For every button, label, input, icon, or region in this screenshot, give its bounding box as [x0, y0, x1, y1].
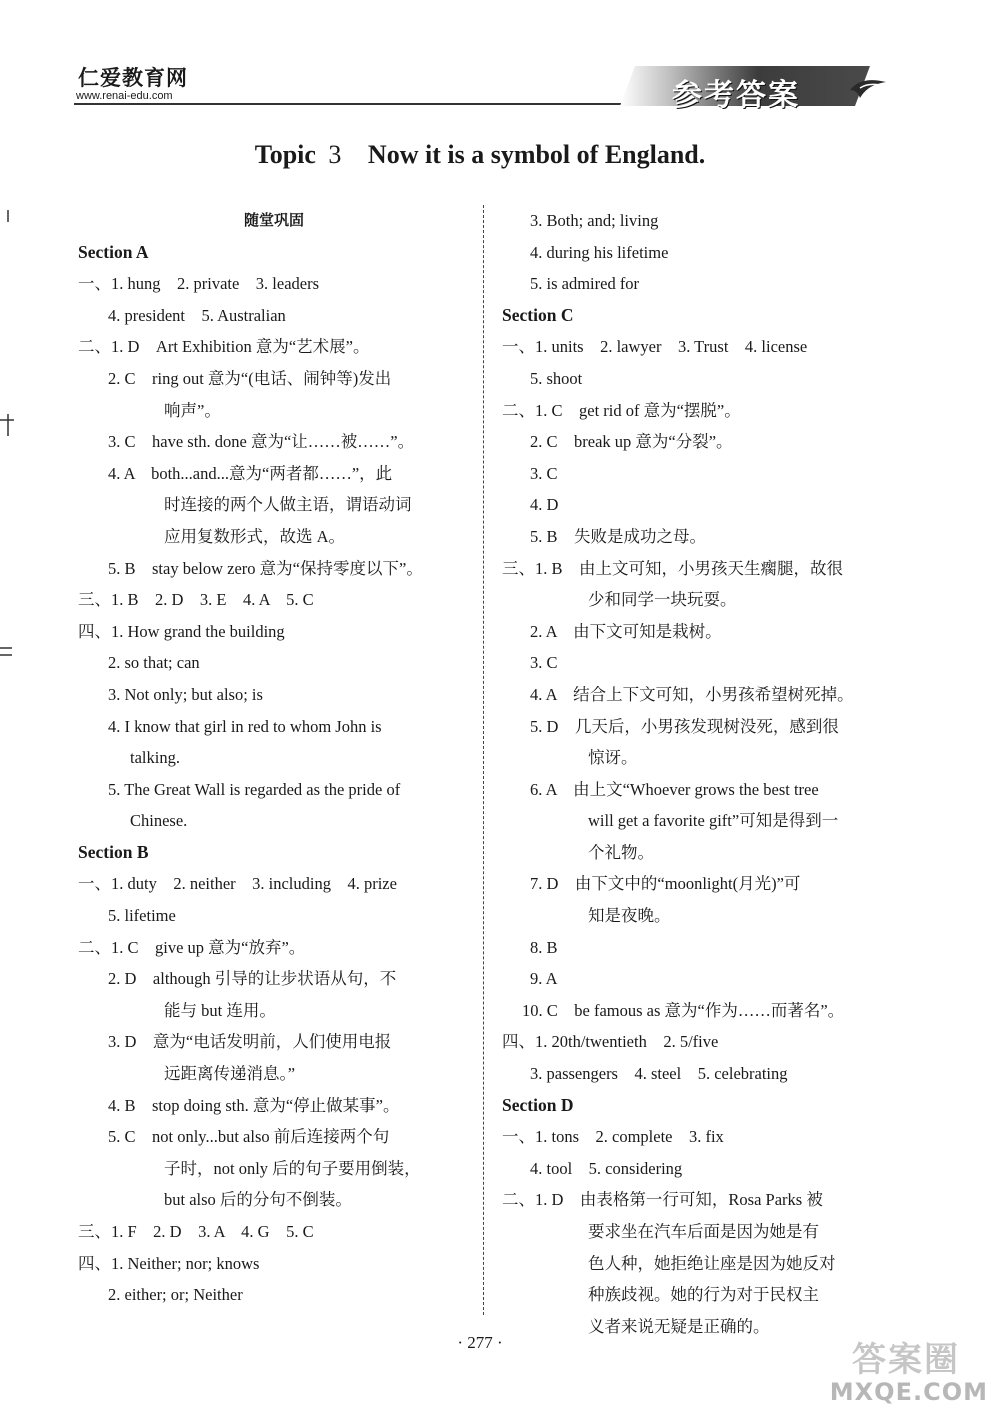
- answer-line: 远距离传递消息。”: [164, 1064, 296, 1084]
- answer-line: 6. A 由上文“Whoever grows the best tree: [530, 779, 819, 799]
- answer-line: 4. B stop doing sth. 意为“停止做某事”。: [108, 1095, 400, 1115]
- answer-line: 4. during his lifetime: [530, 242, 669, 262]
- answer-line: 应用复数形式，故选 A。: [164, 526, 346, 546]
- answer-line: will get a favorite gift”可知是得到一: [588, 811, 839, 831]
- watermark-site: MXQE.COM: [829, 1378, 988, 1406]
- topic-title: [0, 140, 960, 170]
- answer-line: 3. C have sth. done 意为“让……被……”。: [108, 432, 415, 452]
- answer-banner: [610, 66, 910, 113]
- brand-title: 仁爱教育网: [78, 66, 188, 90]
- answer-line: 3. D 意为“电话发明前，人们使用电报: [108, 1032, 392, 1052]
- column-divider: [483, 205, 484, 1315]
- answer-line: 子时，not only 后的句子要用倒装，: [164, 1158, 421, 1178]
- answer-line: 4. A both...and...意为“两者都……”，此: [108, 463, 393, 483]
- answer-line: talking.: [130, 748, 180, 768]
- answer-line: 4. tool 5. considering: [530, 1158, 683, 1178]
- section-heading: Section C: [502, 304, 574, 325]
- answer-line: 4. president 5. Australian: [108, 305, 286, 325]
- answer-line: 时连接的两个人做主语，谓语动词: [164, 495, 412, 515]
- page-number: · 277 ·: [457, 1333, 503, 1352]
- answer-line: 4. I know that girl in red to whom John is: [108, 716, 382, 736]
- answer-line: Chinese.: [130, 811, 188, 831]
- answer-line: 5. is admired for: [530, 274, 640, 294]
- answer-line: 8. B: [530, 937, 558, 957]
- answer-line: 能与 but 连用。: [164, 1000, 276, 1020]
- answer-line: 一、1. units 2. lawyer 3. Trust 4. license: [502, 337, 808, 357]
- swoosh-icon: [848, 76, 888, 102]
- topic-label: Topic: [254, 140, 316, 169]
- binding-marks: [0, 0, 30, 700]
- answer-line: 4. A 结合上下文可知，小男孩希望树死掉。: [530, 684, 854, 704]
- topic-number: 3: [328, 140, 342, 169]
- answer-line: 3. Not only; but also; is: [108, 684, 263, 704]
- answer-line: 二、1. D Art Exhibition 意为“艺术展”。: [78, 337, 370, 357]
- answer-line: 2. C ring out 意为“(电话、闹钟等)发出: [108, 368, 392, 388]
- left-column: [78, 205, 470, 1311]
- answer-line: 少和同学一块玩耍。: [588, 590, 737, 610]
- answer-line: 要求坐在汽车后面是因为她是有: [588, 1222, 819, 1241]
- answer-line: 3. passengers 4. steel 5. celebrating: [530, 1064, 788, 1084]
- answer-line: 三、1. B 由上文可知，小男孩天生瘸腿，故很: [502, 558, 844, 578]
- answer-line: 5. B 失败是成功之母。: [530, 526, 707, 546]
- section-heading: Section B: [78, 841, 149, 862]
- answer-line: 5. The Great Wall is regarded as the pride of: [108, 779, 401, 799]
- page-header: [0, 0, 1000, 113]
- answer-line: 一、1. tons 2. complete 3. fix: [502, 1127, 724, 1147]
- brand-url[interactable]: www.renai-edu.com: [76, 90, 173, 102]
- answer-line: 二、1. C give up 意为“放弃”。: [78, 937, 306, 957]
- answer-line: 3. C: [530, 463, 558, 483]
- answer-line: 四、1. 20th/twentieth 2. 5/five: [502, 1032, 719, 1052]
- answer-line: 5. D 几天后，小男孩发现树没死，感到很: [530, 716, 839, 736]
- answer-line: but also 后的分句不倒装。: [164, 1190, 352, 1210]
- answer-line: 4. D: [530, 495, 559, 515]
- answer-line: 四、1. Neither; nor; knows: [78, 1253, 260, 1273]
- answer-line: 三、1. B 2. D 3. E 4. A 5. C: [78, 590, 314, 610]
- header-rule: [74, 103, 634, 105]
- topic-heading: Now it is a symbol of England.: [367, 140, 706, 169]
- answer-line: 3. Both; and; living: [530, 211, 659, 230]
- answer-line: 四、1. How grand the building: [78, 621, 285, 641]
- answer-line: 一、1. hung 2. private 3. leaders: [78, 274, 320, 294]
- answer-line: 3. C: [530, 653, 558, 673]
- answer-line: 惊讶。: [588, 748, 638, 768]
- answer-line: 个礼物。: [588, 842, 654, 862]
- answer-line: 5. lifetime: [108, 906, 176, 926]
- answer-line: 三、1. F 2. D 3. A 4. G 5. C: [78, 1222, 314, 1241]
- right-column: [502, 205, 902, 1342]
- answer-line: 5. C not only...but also 前后连接两个句: [108, 1127, 390, 1147]
- section-heading: Section A: [78, 241, 149, 262]
- answer-line: 9. A: [530, 969, 558, 989]
- answer-line: 义者来说无疑是正确的。: [588, 1316, 770, 1336]
- answer-line: 二、1. D 由表格第一行可知，Rosa Parks 被: [502, 1190, 823, 1210]
- answer-line: 知是夜晚。: [588, 906, 671, 926]
- answer-line: 色人种，她拒绝让座是因为她反对: [588, 1253, 836, 1273]
- answer-line: 7. D 由下文中的“moonlight(月光)”可: [530, 874, 801, 894]
- subsection-title: 随堂巩固: [243, 211, 304, 229]
- answer-line: 响声”。: [164, 400, 221, 420]
- banner-title: 参考答案: [672, 78, 800, 113]
- answer-line: 2. A 由下文可知是栽树。: [530, 621, 722, 641]
- answer-line: 2. either; or; Neither: [108, 1285, 243, 1305]
- section-heading: Section D: [502, 1094, 574, 1115]
- watermark-logo: 答案圈: [852, 1340, 960, 1380]
- answer-line: 二、1. C get rid of 意为“摆脱”。: [502, 400, 741, 420]
- answer-line: 一、1. duty 2. neither 3. including 4. prize: [78, 874, 397, 894]
- answer-line: 2. C break up 意为“分裂”。: [530, 432, 733, 452]
- answer-line: 5. B stay below zero 意为“保持零度以下”。: [108, 558, 423, 578]
- answer-line: 5. shoot: [530, 368, 583, 388]
- answer-line: 2. so that; can: [108, 653, 200, 673]
- answer-line: 种族歧视。她的行为对于民权主: [588, 1285, 819, 1305]
- answer-line: 10. C be famous as 意为“作为……而著名”。: [522, 1000, 845, 1020]
- answer-line: 2. D although 引导的让步状语从句，不: [108, 969, 397, 989]
